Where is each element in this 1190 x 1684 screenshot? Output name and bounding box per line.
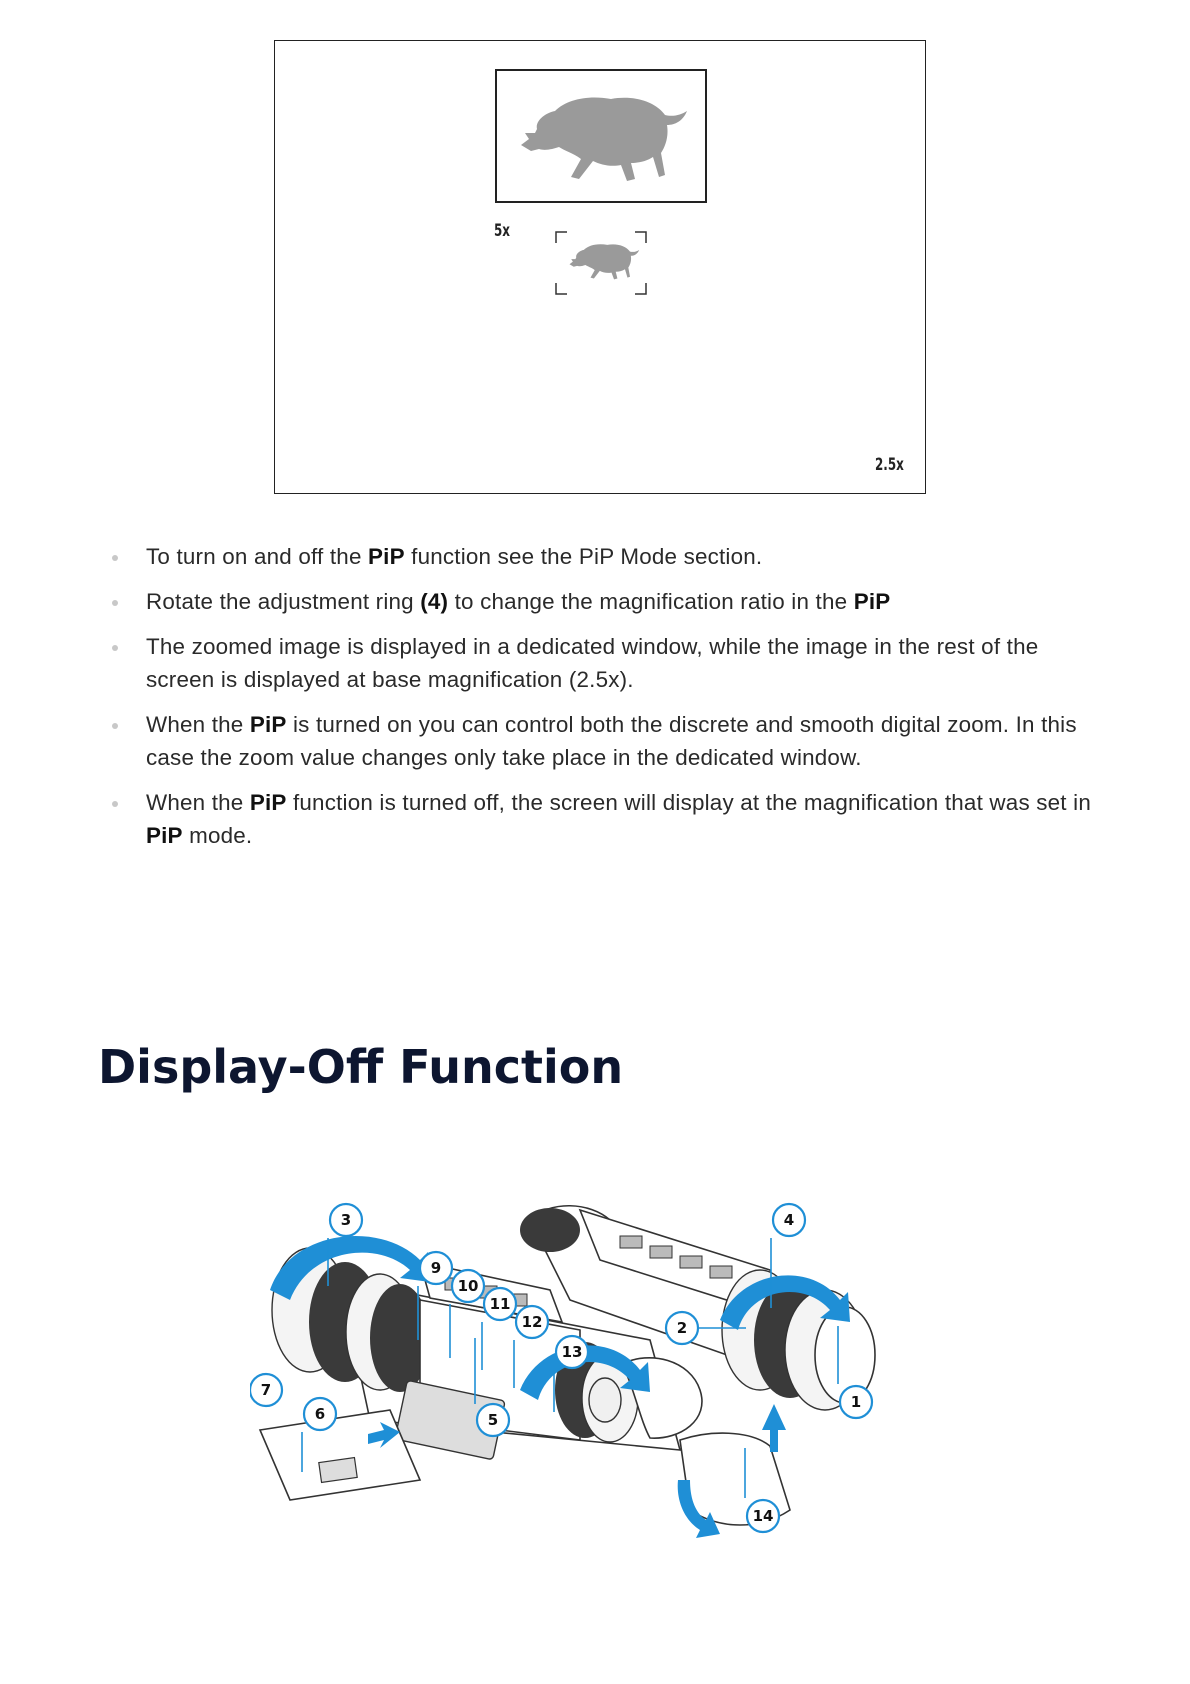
bullet-item: [108, 585, 1108, 618]
callout-11: [484, 1288, 516, 1320]
bullet-text: function see the PiP Mode section.: [404, 544, 763, 569]
bold-term: PiP: [249, 790, 287, 815]
callout-13: [556, 1336, 588, 1368]
bullet-text: Rotate the adjustment ring: [146, 589, 421, 614]
base-zoom-label: 2.5x: [875, 455, 904, 475]
section-title: Display-Off Function: [98, 1040, 624, 1094]
svg-text:7: 7: [260, 1381, 272, 1399]
bullet-text: to change the magnification ratio in the: [448, 589, 854, 614]
pip-window-zoom-label: 5x: [494, 221, 511, 241]
svg-text:10: 10: [457, 1277, 479, 1295]
callout-6: [304, 1398, 336, 1430]
svg-text:9: 9: [430, 1259, 442, 1277]
bullet-text: When the: [146, 712, 250, 737]
bullet-item: [108, 708, 1108, 774]
bullet-item: [108, 630, 1108, 696]
callout-3: [330, 1204, 362, 1236]
svg-text:6: 6: [314, 1405, 326, 1423]
bold-term: PiP: [368, 544, 405, 569]
svg-text:1: 1: [850, 1393, 862, 1411]
svg-text:12: 12: [521, 1313, 543, 1331]
callout-7: [250, 1374, 282, 1406]
callout-5: [477, 1404, 509, 1436]
callout-14: [747, 1500, 779, 1532]
device-diagram: [250, 1190, 970, 1660]
callout-12: [516, 1306, 548, 1338]
pip-notes-list: [108, 540, 1108, 864]
bold-term: PiP: [146, 823, 183, 848]
svg-text:4: 4: [783, 1211, 795, 1229]
svg-text:2: 2: [676, 1319, 688, 1337]
bold-term: PiP: [249, 712, 287, 737]
battery-drawing: [260, 1410, 420, 1500]
callout-1: [840, 1386, 872, 1418]
pip-zoom-window: [495, 69, 707, 203]
boar-large-icon: [515, 85, 691, 189]
svg-text:5: 5: [487, 1411, 499, 1429]
svg-text:14: 14: [752, 1507, 774, 1525]
svg-text:13: 13: [561, 1343, 583, 1361]
bullet-item: [108, 540, 1108, 573]
pip-illustration: [274, 40, 926, 494]
svg-text:11: 11: [489, 1295, 511, 1313]
bullet-text: function is turned off, the screen will display at the magnification that was set in: [286, 790, 1091, 815]
target-frame: [555, 231, 647, 295]
svg-text:3: 3: [340, 1211, 352, 1229]
callout-10: [452, 1270, 484, 1302]
bullet-text: The zoomed image is displayed in a dedicated window, while the image in the rest of the screen is displayed at base magnification (2.5x).: [146, 634, 1039, 692]
bullet-text: When the: [146, 790, 250, 815]
bold-term: PiP: [853, 589, 891, 614]
device-illustration: [250, 1190, 970, 1660]
callout-4: [773, 1204, 805, 1236]
bullet-text: mode.: [182, 823, 253, 848]
bullet-item: [108, 786, 1108, 852]
bold-term: (4): [420, 589, 449, 614]
callout-2: [666, 1312, 698, 1344]
bullet-text: is turned on you can control both the discrete and smooth digital zoom. In this case the zoom value changes only take place in the dedicated window.: [146, 712, 1077, 770]
callout-9: [420, 1252, 452, 1284]
bullet-text: To turn on and off the: [146, 544, 369, 569]
